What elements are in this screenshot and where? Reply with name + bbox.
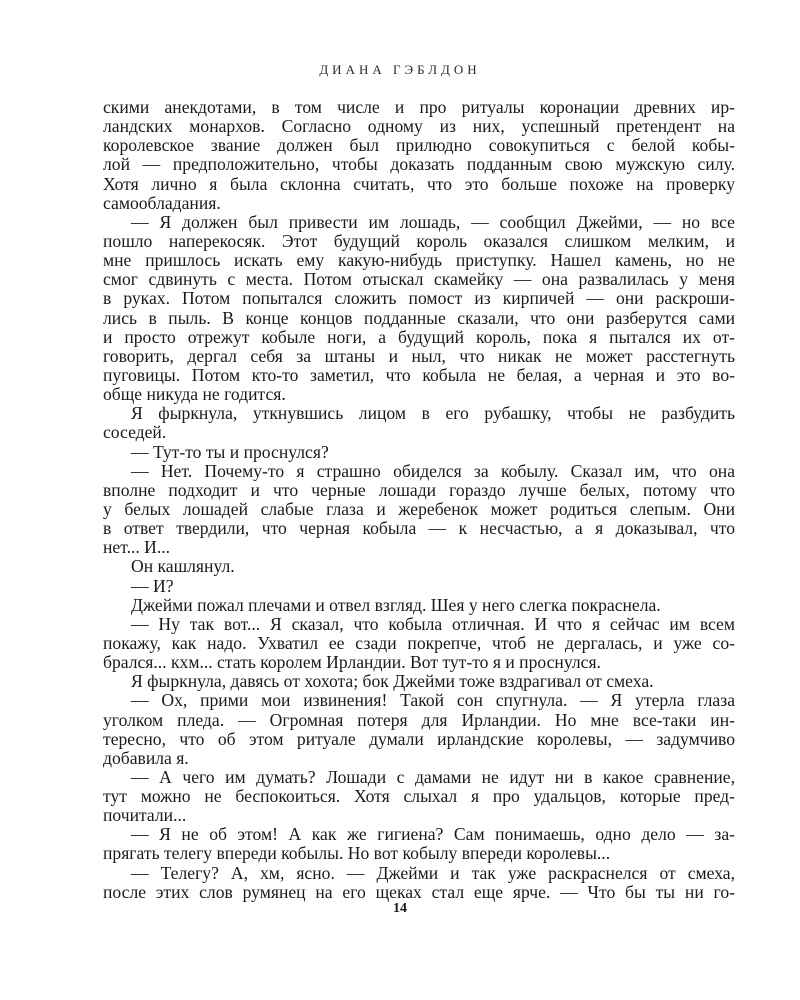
text-line: и просто отрежут кобыле ноги, а будущий король, пока я пытался их от-: [103, 326, 735, 347]
text-line: у белых лошадей слабые глаза и жеребенок может родиться слепым. Они: [103, 498, 735, 519]
text-line: вполне подходит и что черные лошади гораздо лучше белых, потому что: [103, 479, 735, 500]
text-line: уголком пледа. — Огромная потеря для Ирландии. Но мне все-таки ин-: [103, 709, 735, 730]
text-line: Джейми пожал плечами и отвел взгляд. Шея у него слегка покраснела.: [131, 594, 661, 615]
text-line: королевское звание должен был прилюдно совокупиться с белой кобы-: [103, 135, 735, 156]
text-line: — Телегу? А, хм, ясно. — Джейми и так уже раскраснелся от смеха,: [131, 862, 735, 883]
running-header: ДИАНА ГЭБЛДОН: [319, 62, 481, 77]
text-line: после этих слов румянец на его щеках стал еще ярче. — Что бы ты ни го-: [103, 881, 735, 902]
page-number: 14: [393, 901, 407, 916]
text-line: нет... И...: [103, 537, 171, 558]
text-line: Он кашлянул.: [131, 556, 235, 577]
text-line: пуговицы. Потом кто-то заметил, что кобыла не белая, а черная и это во-: [103, 364, 735, 385]
text-line: — Нет. Почему-то я страшно обиделся за кобылу. Сказал им, что она: [131, 460, 735, 481]
text-line: тересно, что об этом ритуале думали ирландские королевы, — задумчиво: [103, 728, 735, 749]
text-line: — И?: [131, 575, 174, 596]
text-line: — Тут-то ты и проснулся?: [131, 441, 329, 462]
text-line: — Ох, прими мои извинения! Такой сон спугнула. — Я утерла глаза: [131, 690, 735, 711]
text-line: Я фыркнула, уткнувшись лицом в его рубашку, чтобы не разбудить: [131, 403, 735, 424]
text-line: тут можно не беспокоиться. Хотя слыхал я про удальцов, которые пред-: [103, 786, 735, 807]
text-line: ландских монархов. Согласно одному из них, успешный претендент на: [103, 116, 735, 137]
text-line: самообладания.: [103, 192, 221, 213]
text-line: Я фыркнула, давясь от хохота; бок Джейми тоже вздрагивал от смеха.: [131, 671, 654, 692]
text-line: — А чего им думать? Лошади с дамами не идут ни в какое сравнение,: [131, 766, 735, 787]
body-text: [103, 98, 735, 902]
text-line: в ответ твердили, что черная кобыла — к несчастью, а я доказывал, что: [103, 518, 735, 539]
text-line: добавила я.: [103, 747, 189, 768]
text-line: соседей.: [103, 422, 167, 443]
text-line: — Я должен был привести им лошадь, — сообщил Джейми, — но все: [131, 211, 735, 232]
text-line: почитали...: [103, 805, 187, 826]
text-line: брался... кхм... стать королем Ирландии. Вот тут-то я и проснулся.: [103, 652, 601, 673]
text-line: обще никуда не годится.: [103, 384, 286, 405]
text-line: Хотя лично я была склонна считать, что это больше похоже на проверку: [103, 173, 735, 194]
text-line: смог сдвинуть с места. Потом отыскал скамейку — она развалилась у меня: [103, 269, 735, 290]
text-line: скими анекдотами, в том числе и про ритуалы коронации древних ир-: [103, 97, 735, 117]
text-line: лись в пыль. В конце концов подданные сказали, что они разберутся сами: [103, 307, 735, 328]
text-line: говорить, дергал себя за штаны и ныл, что никак не может расстегнуть: [103, 345, 735, 366]
text-line: в руках. Потом попытался сложить помост из кирпичей — они раскроши-: [103, 288, 735, 309]
text-line: мне пришлось искать ему какую-нибудь приступку. Нашел камень, но не: [103, 250, 735, 271]
text-line: лой — предположительно, чтобы доказать подданным свою мужскую силу.: [103, 154, 735, 175]
text-line: прягать телегу впереди кобылы. Но вот кобылу впереди королевы...: [103, 843, 611, 864]
text-line: пошло наперекосяк. Этот будущий король оказался слишком мелким, и: [103, 230, 735, 251]
text-line: — Я не об этом! А как же гигиена? Сам понимаешь, одно дело — за-: [131, 824, 735, 845]
text-line: покажу, как надо. Ухватил ее сзади покрепче, чтоб не дергалась, и уже со-: [103, 632, 735, 653]
text-line: — Ну так вот... Я сказал, что кобыла отличная. И что я сейчас им всем: [131, 613, 735, 634]
